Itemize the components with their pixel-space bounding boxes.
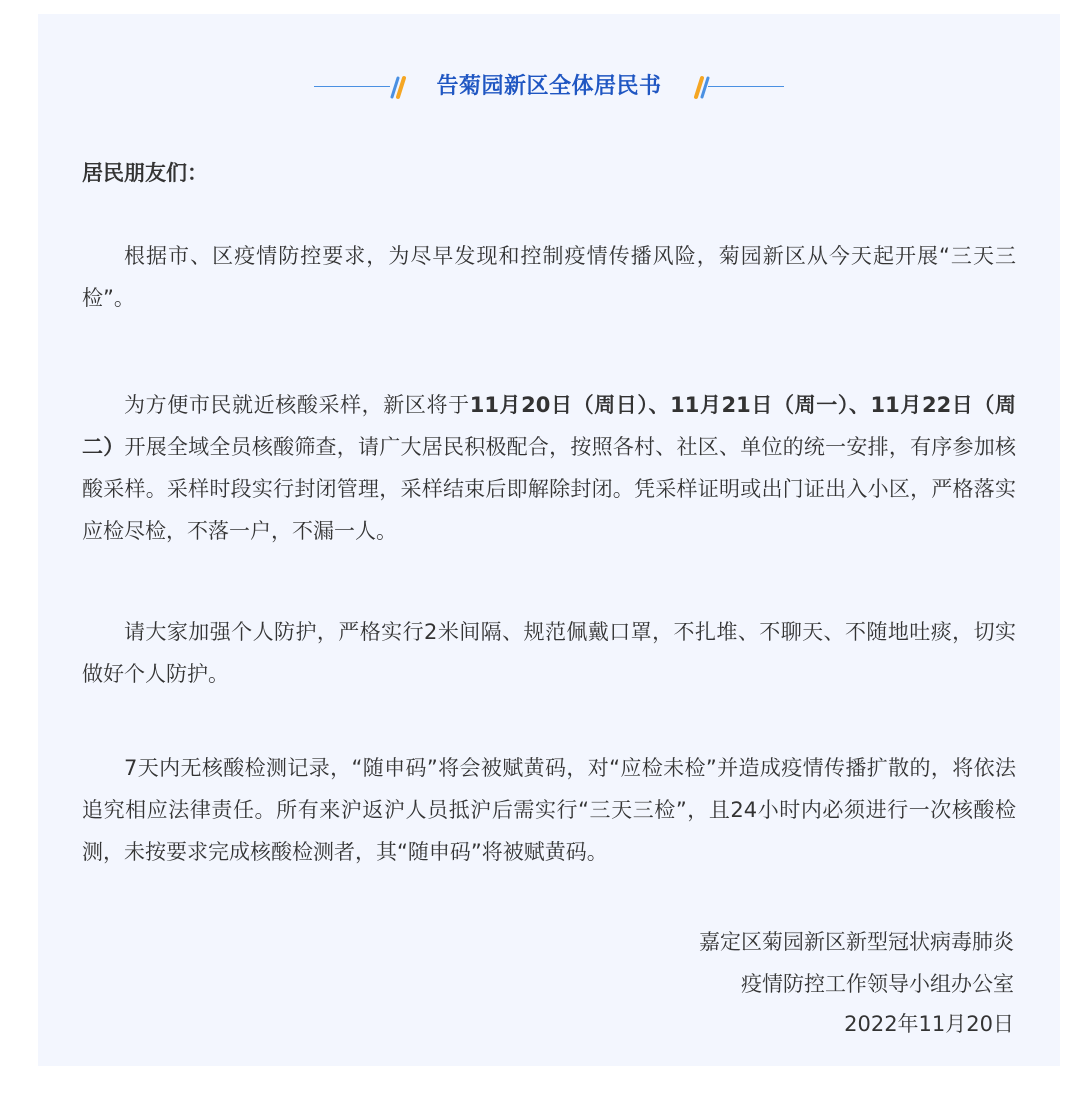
paragraph-2 xyxy=(82,384,1016,552)
signature-date: 2022年11月20日 xyxy=(844,1012,1014,1036)
paragraph-1: 根据市、区疫情防控要求，为尽早发现和控制疫情传播风险，菊园新区从今天起开展“三天三检”。 xyxy=(82,244,1016,310)
page-title: 告菊园新区全体居民书 xyxy=(436,74,662,99)
title-row xyxy=(38,71,1060,103)
double-slash-icon xyxy=(386,73,410,101)
double-slash-icon xyxy=(690,73,714,101)
paragraph-2-intro: 为方便市民就近核酸采样，新区将于 xyxy=(124,393,470,417)
paragraph-4: 7天内无核酸检测记录，“随申码”将会被赋黄码，对“应检未检”并造成疫情传播扩散的，将依法追究相应法律责任。所有来沪返沪人员抵沪后需实行“三天三检”，且24小时内必须进行一次核酸检测，未按要求完成核酸检测者，其“随申码”将被赋黄码。 xyxy=(82,756,1016,864)
notice-card xyxy=(38,14,1060,1066)
signature-line-2: 疫情防控工作领导小组办公室 xyxy=(741,972,1014,996)
signature-line-1: 嘉定区菊园新区新型冠状病毒肺炎 xyxy=(699,930,1014,954)
paragraph-3: 请大家加强个人防护，严格实行2米间隔、规范佩戴口罩，不扎堆、不聊天、不随地吐痰，切实做好个人防护。 xyxy=(82,620,1016,686)
paragraph-2-dates: 11月20日（周日）、11月21日（周一）、11月22日（周二） xyxy=(82,393,1017,459)
paragraph-2-body: 开展全域全员核酸筛查，请广大居民积极配合，按照各村、社区、单位的统一安排，有序参加核酸采样。采样时段实行封闭管理，采样结束后即解除封闭。凭采样证明或出门证出入小区，严格落实应检尽检，不落一户，不漏一人。 xyxy=(82,435,1016,543)
title-decor-line-right xyxy=(708,86,784,87)
title-decor-line-left xyxy=(314,86,390,87)
salutation: 居民朋友们： xyxy=(82,161,208,185)
